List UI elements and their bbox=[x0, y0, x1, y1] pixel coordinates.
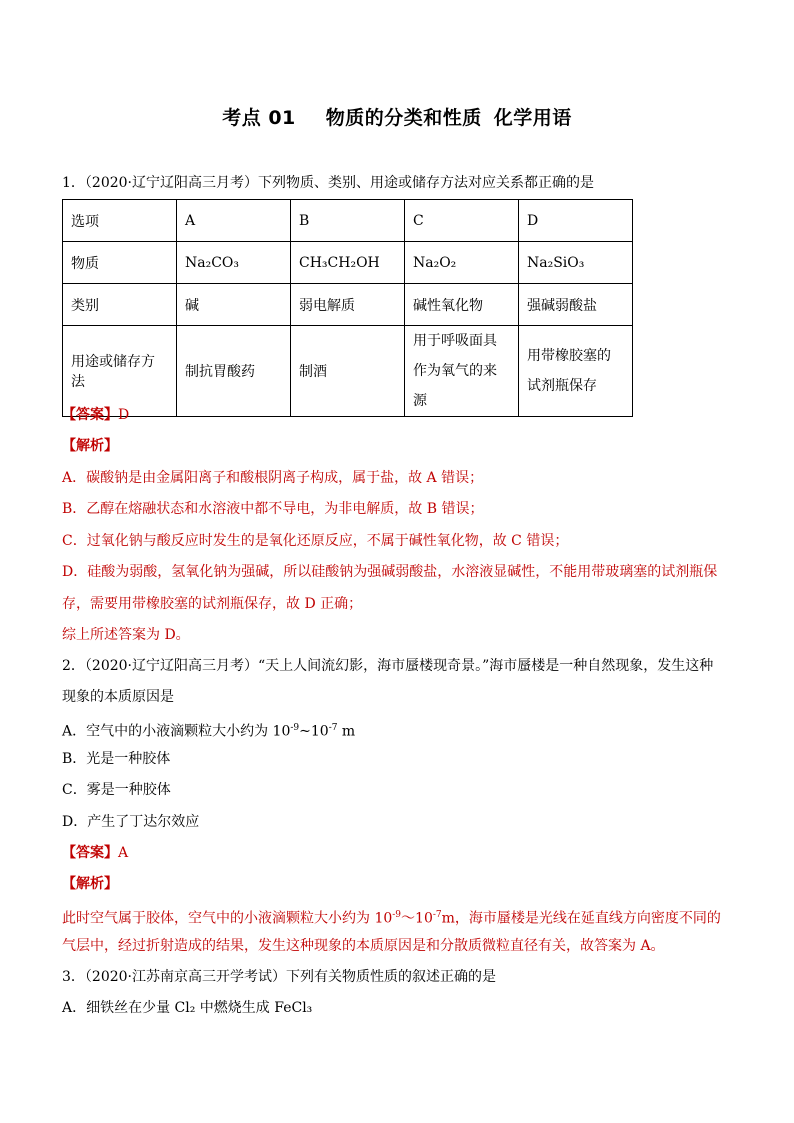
q1-analysis-line: B．乙醇在熔融状态和水溶液中都不导电，为非电解质，故 B 错误； bbox=[62, 501, 484, 517]
table-cell: B bbox=[291, 200, 405, 242]
table-cell: 类别 bbox=[63, 284, 177, 326]
exponent: -7 bbox=[328, 723, 338, 733]
answer-value: A bbox=[118, 845, 129, 861]
table-cell: 强碱弱酸盐 bbox=[519, 284, 633, 326]
q1-analysis-tag: 【解析】 bbox=[62, 438, 118, 454]
table-row bbox=[63, 326, 633, 417]
table-cell: 用于呼吸面具作为氧气的来源 bbox=[405, 326, 519, 417]
table-cell: 选项 bbox=[63, 200, 177, 242]
exponent: -7 bbox=[432, 910, 442, 920]
table-cell: 弱电解质 bbox=[291, 284, 405, 326]
table-cell: Na₂O₂ bbox=[405, 242, 519, 284]
q1-answer bbox=[62, 405, 129, 425]
exponent: -9 bbox=[392, 910, 402, 920]
q2-analysis-line bbox=[62, 905, 721, 929]
q2-option-d: D．产生了丁达尔效应 bbox=[62, 814, 200, 830]
table-cell: Na₂SiO₃ bbox=[519, 242, 633, 284]
q2-answer bbox=[62, 843, 128, 863]
q2-stem-line: 现象的本质原因是 bbox=[62, 689, 174, 705]
table-cell: C bbox=[405, 200, 519, 242]
table-cell: 碱性氧化物 bbox=[405, 284, 519, 326]
table-cell: 制酒 bbox=[291, 326, 405, 417]
q3-option-a: A．细铁丝在少量 Cl₂ 中燃烧生成 FeCl₃ bbox=[62, 1000, 313, 1016]
table-cell: A bbox=[177, 200, 291, 242]
table-row bbox=[63, 284, 633, 326]
q3-stem: 3．（2020·江苏南京高三开学考试）下列有关物质性质的叙述正确的是 bbox=[62, 969, 496, 985]
answer-tag: 【答案】 bbox=[62, 845, 118, 861]
option-text: m bbox=[337, 723, 356, 740]
q1-stem: 1．（2020·辽宁辽阳高三月考）下列物质、类别、用途或储存方法对应关系都正确的是 bbox=[62, 175, 594, 191]
table-cell: Na₂CO₃ bbox=[177, 242, 291, 284]
exponent: -9 bbox=[290, 723, 300, 733]
table-cell: 用带橡胶塞的试剂瓶保存 bbox=[519, 326, 633, 417]
q2-option-a bbox=[62, 718, 355, 742]
table-row bbox=[63, 242, 633, 284]
q2-option-c: C．雾是一种胶体 bbox=[62, 782, 171, 798]
answer-value: D bbox=[118, 407, 130, 423]
q1-conclusion: 综上所述答案为 D。 bbox=[62, 627, 190, 643]
option-text: ~10 bbox=[299, 723, 329, 740]
analysis-text: m，海市蜃楼是光线在延直线方向密度不同的 bbox=[441, 910, 721, 927]
title-prefix: 考点 01 bbox=[222, 107, 296, 129]
q1-options-table bbox=[62, 199, 633, 417]
table-cell: 碱 bbox=[177, 284, 291, 326]
table-cell: CH₃CH₂OH bbox=[291, 242, 405, 284]
page-title bbox=[0, 103, 794, 130]
q1-analysis-line: A．碳酸钠是由金属阳离子和酸根阴离子构成，属于盐，故 A 错误； bbox=[62, 470, 484, 486]
q1-analysis-line: C．过氧化钠与酸反应时发生的是氧化还原反应，不属于碱性氧化物，故 C 错误； bbox=[62, 533, 569, 549]
table-cell: 制抗胃酸药 bbox=[177, 326, 291, 417]
table-cell: 用途或储存方法 bbox=[63, 326, 177, 417]
q2-stem-line: 2．（2020·辽宁辽阳高三月考）“天上人间流幻影，海市蜃楼现奇景。”海市蜃楼是一种自然现象，发生这种 bbox=[62, 658, 714, 674]
analysis-text: ～10 bbox=[401, 910, 433, 927]
q2-analysis-tag: 【解析】 bbox=[62, 876, 118, 892]
q1-analysis-line: 存，需要用带橡胶塞的试剂瓶保存，故 D 正确； bbox=[62, 596, 363, 612]
table-cell: D bbox=[519, 200, 633, 242]
option-text: A．空气中的小液滴颗粒大小约为 10 bbox=[62, 723, 291, 740]
title-main: 物质的分类和性质 bbox=[325, 107, 482, 129]
analysis-text: 此时空气属于胶体，空气中的小液滴颗粒大小约为 10 bbox=[62, 910, 393, 927]
table-cell: 物质 bbox=[63, 242, 177, 284]
q2-option-b: B．光是一种胶体 bbox=[62, 751, 171, 767]
table-header-row bbox=[63, 200, 633, 242]
q2-analysis-line: 气层中，经过折射造成的结果，发生这种现象的本质原因是和分散质微粒直径有关，故答案为 A。 bbox=[62, 938, 665, 954]
title-suffix: 化学用语 bbox=[493, 107, 572, 129]
q1-analysis-line: D．硅酸为弱酸，氢氧化钠为强碱，所以硅酸钠为强碱弱酸盐，水溶液显碱性，不能用带玻璃塞的试剂瓶保 bbox=[62, 564, 718, 580]
answer-tag: 【答案】 bbox=[62, 407, 118, 423]
